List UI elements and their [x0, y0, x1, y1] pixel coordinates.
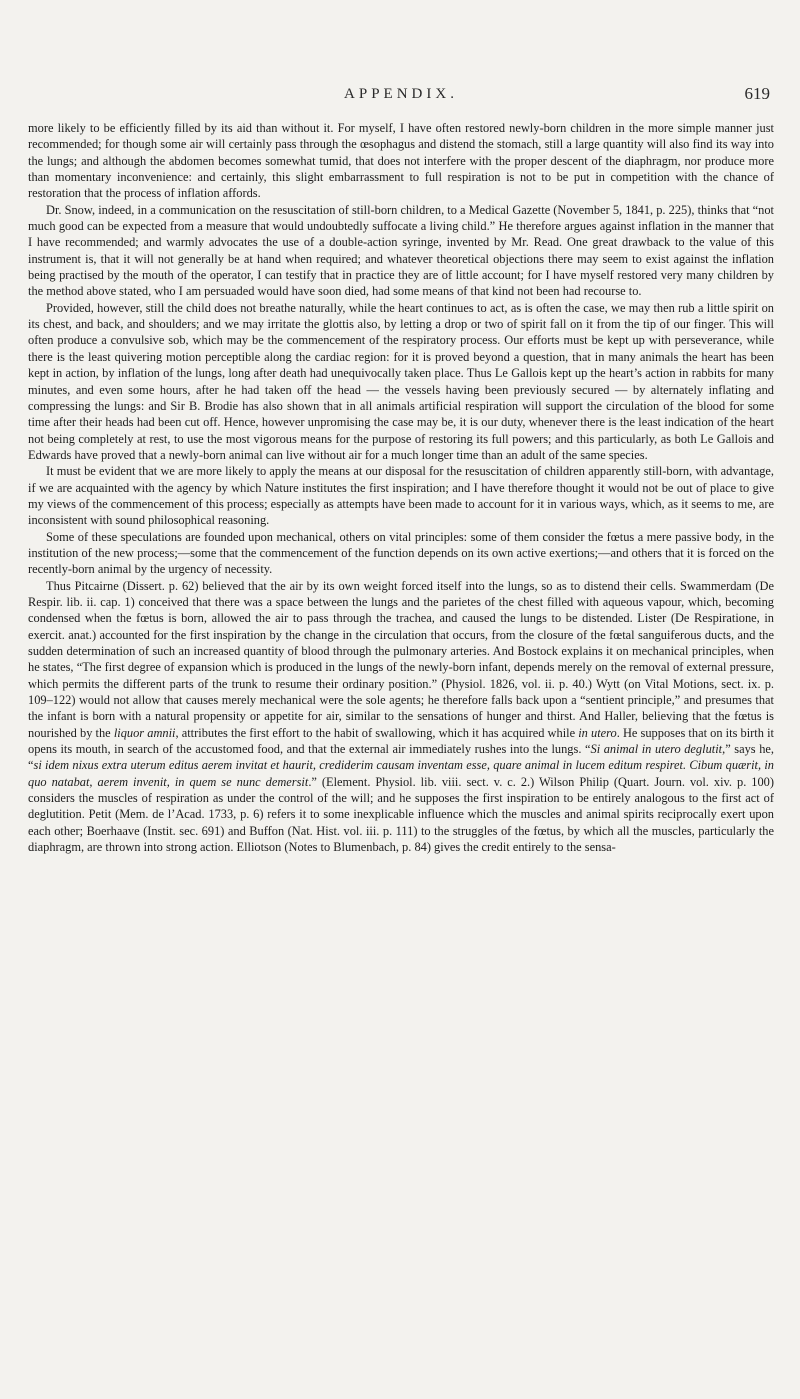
- page-header: [28, 86, 774, 112]
- paragraph: [28, 578, 774, 856]
- text-run: ,” says he, “: [28, 742, 774, 773]
- paragraph: [28, 202, 774, 300]
- body-text: [28, 120, 774, 855]
- text-run: more likely to be efficiently filled by its aid than without it. For myself, I have often restored newly-born children in the more simple manner just recommended; for though some air will certainly pass through the œsophagus and distend the stomach, still a large quantity will also find its way into the lungs; and although the abdomen becomes somewhat tumid, that does not interfere with the proper descent of the diaphragm, nor produce more than momentary inconvenience: and certainly, this slight embarrassment to full respiration is not to be put in competition with the chance of restoration that the process of inflation affords.: [28, 121, 774, 201]
- text-run: Provided, however, still the child does not breathe naturally, while the heart continues to act, as is often the case, we may then rub a little spirit on its chest, and back, and shoulders; and we may irritate the glottis also, by letting a drop or two of spirit fall on it from the tip of our finger. This will often produce a convulsive sob, which may be the commencement of the respiratory process. Our efforts must be kept up with perseverance, while there is the least quivering motion perceptible along the cardiac region: for it is proved beyond a question, that in many animals the heart has been kept in action, by inflation of the lungs, long after death had unequivocally taken place. Thus Le Gallois kept up the heart’s action in rabbits for many minutes, and even some hours, after he had taken off the head — the vessels having been previously secured — by alternately inflating and compressing the lungs: and Sir B. Brodie has also shown that in all animals artificial respiration will support the circulation of the blood for some time after their heads had been cut off. Hence, however unpromising the case may be, it is our duty, whenever there is the least indication of the heart not being completely at rest, to use the most vigorous means for the purpose of restoring its full powers; and this particularly, as both Le Gallois and Edwards have proved that a newly-born animal can live without air for a much longer time than an adult of the same species.: [28, 300, 774, 462]
- text-run: . He supposes that on its birth it opens its mouth, in search of the accustomed food, and that the external air immediately rushes into the lungs. “: [28, 725, 774, 757]
- paragraph: [28, 529, 774, 578]
- italic-phrase: in utero: [578, 725, 617, 740]
- running-head: APPENDIX.: [344, 86, 458, 102]
- paragraph: [28, 463, 774, 528]
- italic-phrase: liquor amnii: [113, 725, 176, 740]
- italic-phrase: Si animal in utero deglutit: [590, 742, 723, 757]
- paragraph: [28, 300, 774, 463]
- text-run: Some of these speculations are founded upon mechanical, others on vital principles: some of them consider the fœtus a mere passive body, in the institution of the new process;—some that the commencement of the function depends on its own active exertions;—and others that it is forced on the recently-born animal by the urgency of necessity.: [28, 529, 774, 577]
- text-run: Thus Pitcairne (Dissert. p. 62) believed that the air by its own weight forced itself into the lungs, so as to distend their cells. Swammerdam (De Respir. lib. ii. cap. 1) conceived that there was a space between the lungs and the parietes of the chest filled with aqueous vapour, which, becoming condensed when the fœtus is born, allowed the air to pass through the trachea, and caused the lungs to be distended. Lister (De Respiratione, in exercit. anat.) accounted for the first inspiration by the change in the circulation that occurs, from the closure of the fœtal sanguiferous ducts, and the sudden determination of such an increased quantity of blood through the pulmonary arteries. And Bostock explains it on mechanical principles, when he states, “The first degree of expansion which is produced in the lungs of the newly-born infant, depends merely on the removal of external pressure, which permits the different parts of the trunk to resume their ordinary position.” (Physiol. 1826, vol. ii. p. 40.) Wytt (on Vital Motions, sect. ix. p. 109–122) would not allow that causes merely mechanical were the sole agents; he therefore falls back upon a “sentient principle,” and presumes that the infant is born with a natural propensity or appetite for air, similar to the sensations of hunger and thirst. And Haller, believing that the fœtus is nourished by the: [28, 578, 774, 740]
- text-run: Dr. Snow, indeed, in a communication on the resuscitation of still-born children, to a Medical Gazette (November 5, 1841, p. 225), thinks that “not much good can be expected from a measure that would undoubtedly suffocate a living child.” He therefore argues against inflation in the manner that I have recommended; and warmly advocates the use of a double-action syringe, invented by Mr. Read. One great drawback to the value of this instrument is, that it will not generally be at hand when required; and whatever theoretical objections there may seem to exist against the inflation being practised by the mouth of the operator, I can testify that in practice they are of little account; for I have myself restored very many children by the method above stated, who I am persuaded would have soon died, had some means of that kind not been had recourse to.: [28, 202, 774, 299]
- page-number: 619: [744, 84, 770, 103]
- italic-phrase: si idem nixus extra uterum editus aerem invitat et haurit, crediderim causam inventam esse, quare animal in lucem editum respiret. Cibum quærit, in quo natabat, aerem invenit, in quem se nunc demersit: [28, 758, 774, 789]
- text-run: .” (Element. Physiol. lib. viii. sect. v. c. 2.) Wilson Philip (Quart. Journ. vol. xiv. p. 100) considers the muscles of respiration as under the control of the will; and he supposes the first inspiration to be entirely analogous to the first act of deglutition. Petit (Mem. de l’Acad. 1733, p. 6) refers it to some inexplicable influence which the muscles and animal spirits reciprocally exert upon each other; Boerhaave (Instit. sec. 691) and Buffon (Nat. Hist. vol. iii. p. 111) to the struggles of the fœtus, by which all the muscles, particularly the diaphragm, are thrown into strong action. Elliotson (Notes to Blumenbach, p. 84) gives the credit entirely to the sensa-: [28, 774, 774, 855]
- text-run: It must be evident that we are more likely to apply the means at our disposal for the resuscitation of children apparently still-born, with advantage, if we are acquainted with the agency by which Nature institutes the first inspiration; and I have therefore thought it would not be out of place to give my views of the commencement of this process; especially as attempts have been made to account for it in various ways, which, as it seems to me, are inconsistent with sound philosophical reasoning.: [28, 464, 774, 528]
- paragraph: [28, 120, 774, 202]
- text-run: , attributes the first effort to the habit of swallowing, which it has acquired while: [175, 725, 579, 740]
